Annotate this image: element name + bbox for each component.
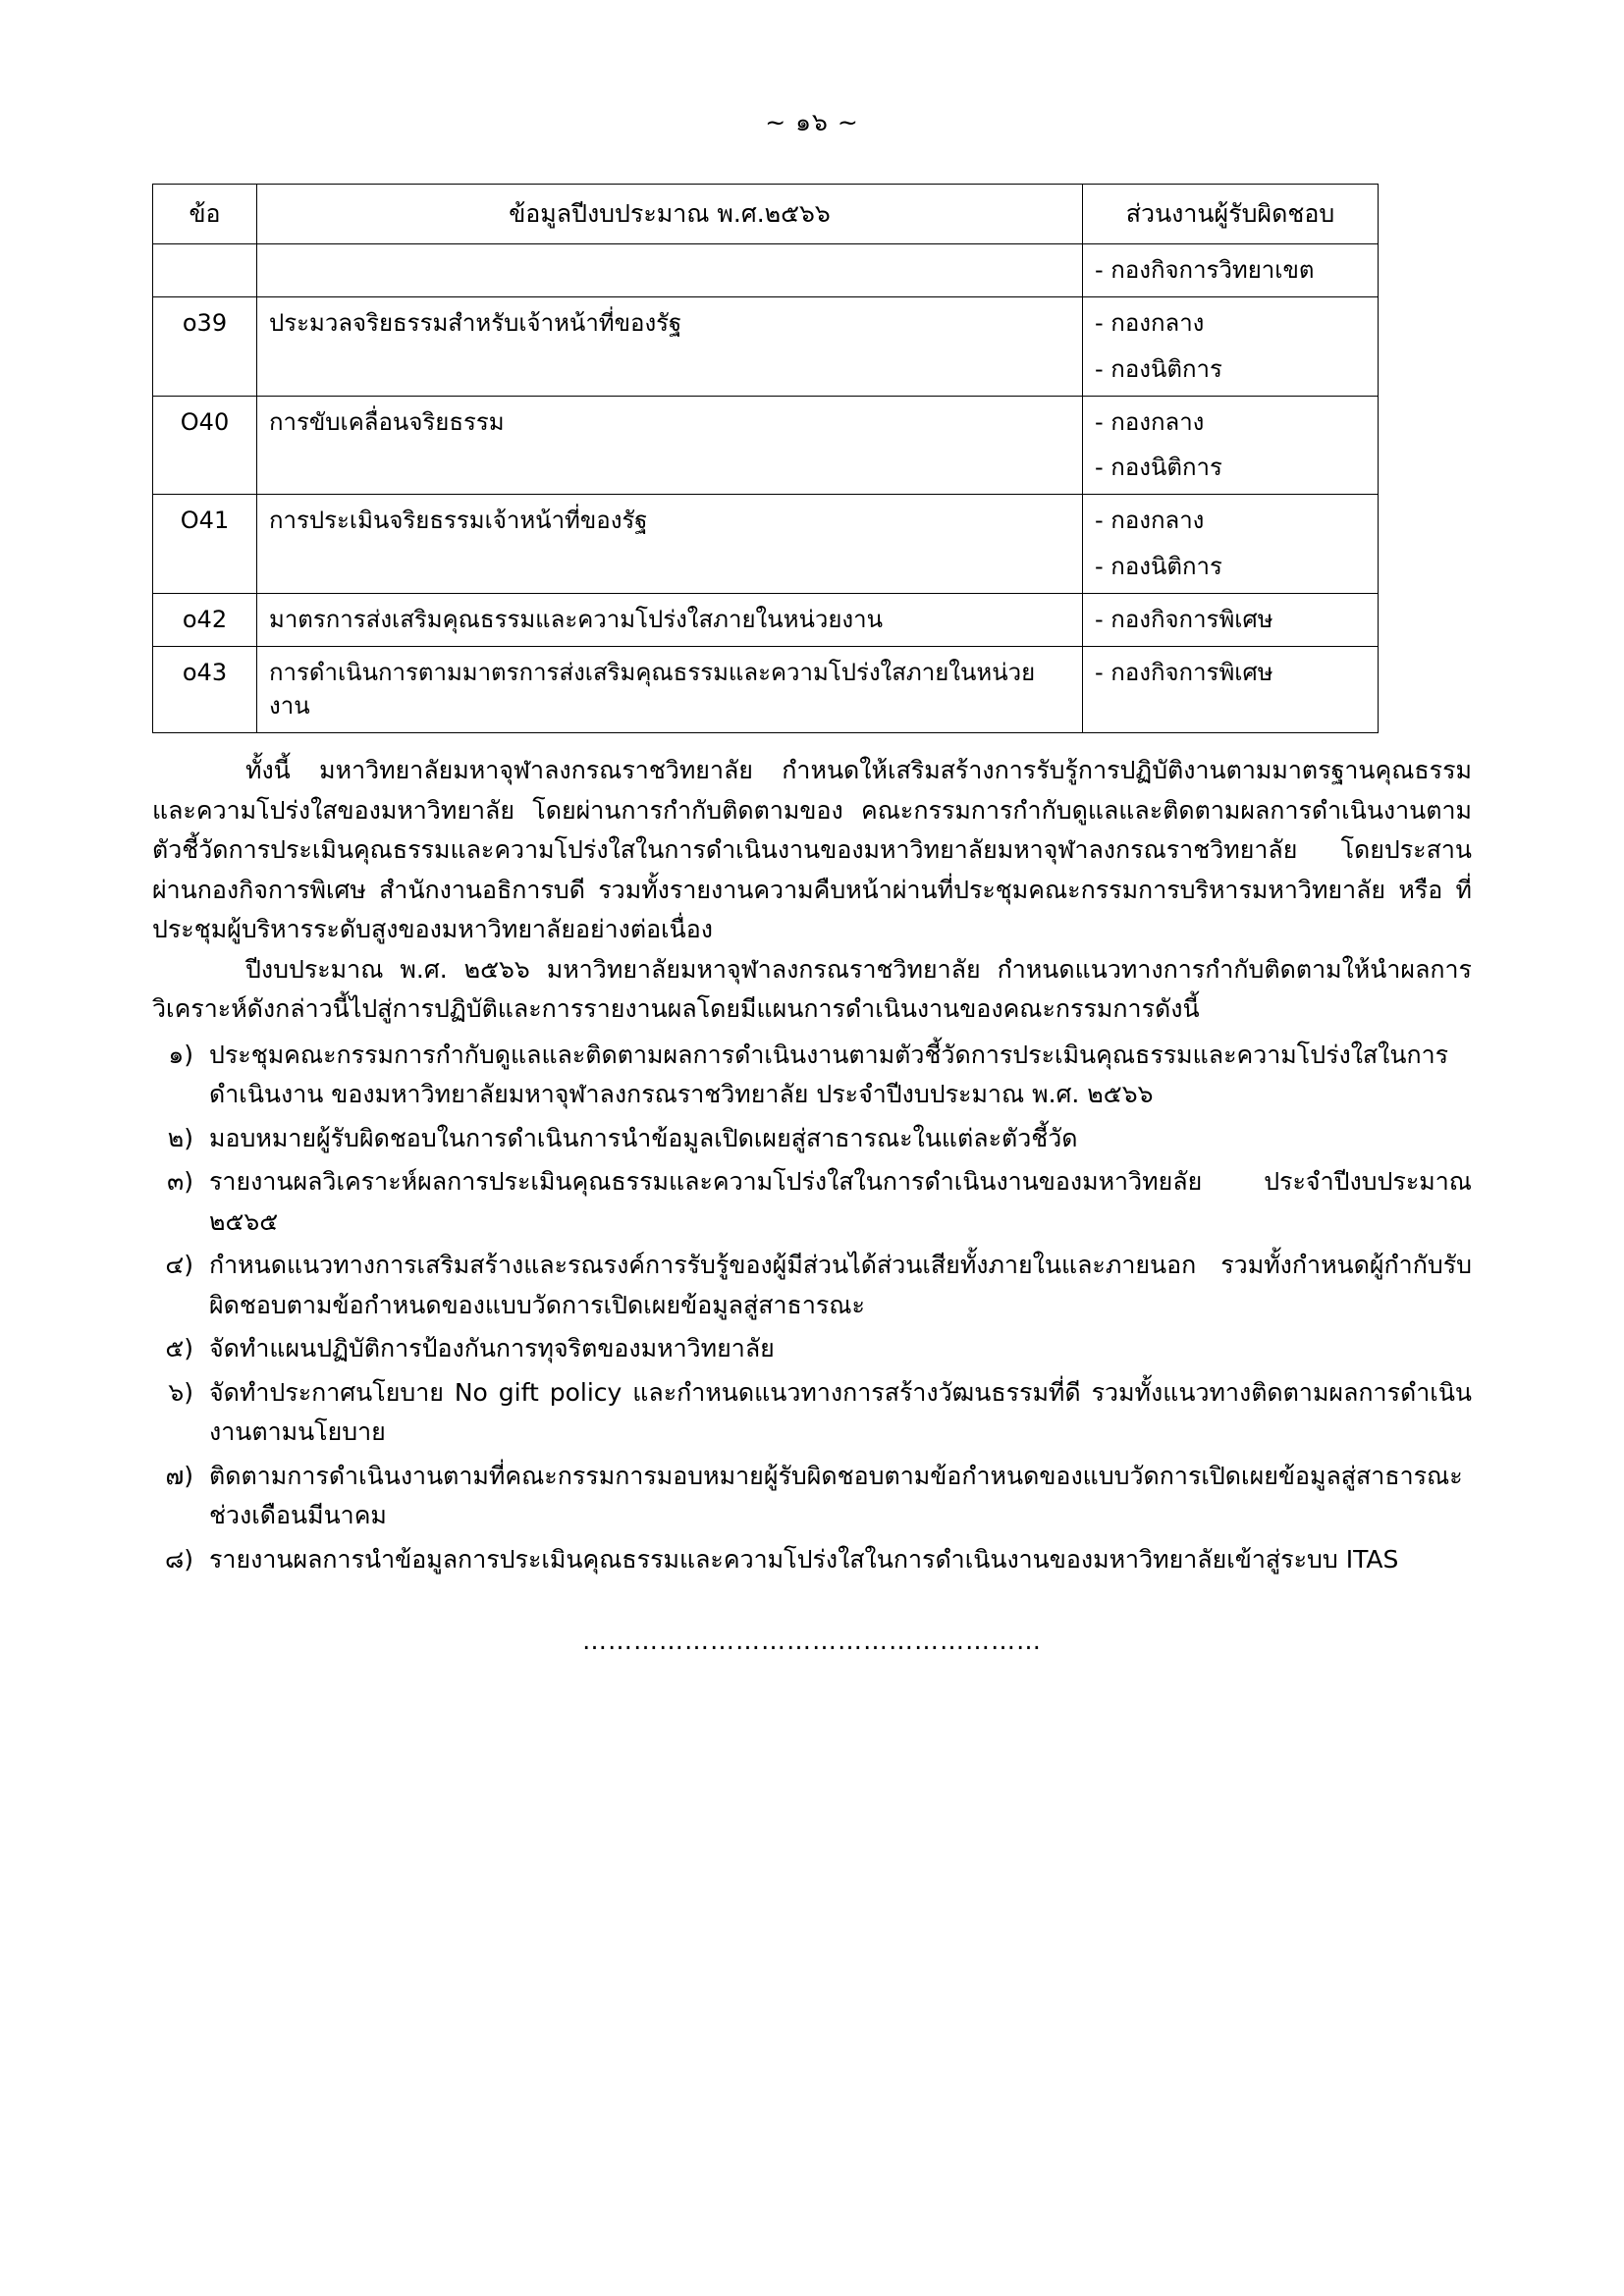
responsible-line: - กองนิติการ [1095, 454, 1222, 482]
paragraph-text: ปีงบประมาณ พ.ศ. ๒๕๖๖ มหาวิทยาลัยมหาจุฬาลงกรณราชวิทยาลัย กำหนดแนวทางการกำกับติดตามให้นำผลการวิเคราะห์ดังกล่าวนี้ไปสู่การปฏิบัติและการรายงานผลโดยมีแผนการดำเนินงานของคณะกรรมการดังนี้ [152, 954, 1472, 1024]
table-row [153, 593, 1379, 646]
cell-responsible [1083, 244, 1379, 297]
list-item [152, 1540, 1472, 1580]
cell-info [257, 244, 1083, 297]
table-row [153, 495, 1379, 594]
column-header-no: ข้อ [153, 185, 257, 244]
responsible-line: - กองกลาง [1095, 507, 1205, 535]
column-header-info: ข้อมูลปีงบประมาณ พ.ศ.๒๕๖๖ [257, 185, 1083, 244]
cell-no: O41 [153, 495, 257, 594]
list-item [152, 1036, 1472, 1115]
table-row [153, 244, 1379, 297]
table-row [153, 646, 1379, 733]
cell-info: มาตรการส่งเสริมคุณธรรมและความโปร่งใสภายในหน่วยงาน [257, 593, 1083, 646]
cell-no: o43 [153, 646, 257, 733]
list-item [152, 1457, 1472, 1536]
responsible-line: - กองกิจการวิทยาเขต [1095, 256, 1315, 285]
list-item [152, 1329, 1472, 1369]
list-marker: ๑) [168, 1040, 193, 1069]
cell-responsible [1083, 396, 1379, 495]
list-item-text: มอบหมายผู้รับผิดชอบในการดำเนินการนำข้อมูลเปิดเผยสู่สาธารณะในแต่ละตัวชี้วัด [209, 1123, 1078, 1152]
list-item [152, 1119, 1472, 1159]
list-marker: ๘) [164, 1544, 193, 1574]
responsible-line: - กองกิจการพิเศษ [1095, 605, 1273, 633]
responsible-line: - กองนิติการ [1095, 354, 1222, 383]
cell-no [153, 244, 257, 297]
list-marker: ๗) [165, 1461, 193, 1490]
column-header-responsible: ส่วนงานผู้รับผิดชอบ [1083, 185, 1379, 244]
numbered-list [152, 1036, 1472, 1580]
responsible-line: - กองกิจการพิเศษ [1095, 658, 1273, 686]
list-marker: ๓) [167, 1167, 193, 1197]
list-item-text: ประชุมคณะกรรมการกำกับดูแลและติดตามผลการดำเนินงานตามตัวชี้วัดการประเมินคุณธรรมและความโปร่งใสในการดำเนินงาน ของมหาวิทยาลัยมหาจุฬาลงกรณราชวิทยาลัย ประจำปีงบประมาณ พ.ศ. ๒๕๖๖ [209, 1040, 1449, 1109]
cell-responsible [1083, 593, 1379, 646]
table-header-row [153, 185, 1379, 244]
list-marker: ๔) [165, 1251, 193, 1280]
table-row [153, 297, 1379, 397]
list-item [152, 1162, 1472, 1242]
list-item [152, 1246, 1472, 1325]
cell-info: ประมวลจริยธรรมสำหรับเจ้าหน้าที่ของรัฐ [257, 297, 1083, 397]
list-item-text: ติดตามการดำเนินงานตามที่คณะกรรมการมอบหมายผู้รับผิดชอบตามข้อกำหนดของแบบวัดการเปิดเผยข้อมูลสู่สาธารณะ ช่วงเดือนมีนาคม [209, 1461, 1463, 1530]
cell-responsible [1083, 297, 1379, 397]
paragraph-2 [152, 950, 1472, 1030]
responsible-line: - กองนิติการ [1095, 553, 1222, 581]
footer-separator: ……………………………………………… [582, 1627, 1042, 1656]
cell-responsible [1083, 646, 1379, 733]
page-content [152, 184, 1472, 1655]
cell-no: o39 [153, 297, 257, 397]
list-marker: ๒) [167, 1123, 193, 1152]
paragraph-text: ทั้งนี้ มหาวิทยาลัยมหาจุฬาลงกรณราชวิทยาลัย กำหนดให้เสริมสร้างการรับรู้การปฏิบัติงานตามมาตรฐานคุณธรรมและความโปร่งใสของมหาวิทยาลัย โดยผ่านการกำกับติดตามของ คณะกรรมการกำกับดูแลและติดตามผลการดำเนินงานตามตัวชี้วัดการประเมินคุณธรรมและความโปร่งใสในการดำเนินงานของมหาวิทยาลัยมหาจุฬาลงกรณราชวิทยาลัย โดยประสานผ่านกองกิจการพิเศษ สำนักงานอธิการบดี รวมทั้งรายงานความคืบหน้าผ่านที่ประชุมคณะกรรมการบริหารมหาวิทยาลัย หรือ ที่ประชุมผู้บริหารระดับสูงของมหาวิทยาลัยอย่างต่อเนื่อง [152, 756, 1472, 944]
list-item-text: จัดทำประกาศนโยบาย No gift policy และกำหนดแนวทางการสร้างวัฒนธรรมที่ดี รวมทั้งแนวทางติดตามผลการดำเนินงานตามนโยบาย [209, 1377, 1472, 1447]
page-number: ~ ๑๖ ~ [765, 108, 859, 136]
cell-no: o42 [153, 593, 257, 646]
cell-info: การขับเคลื่อนจริยธรรม [257, 396, 1083, 495]
list-marker: ๕) [165, 1334, 193, 1363]
list-item [152, 1373, 1472, 1453]
responsible-line: - กองกลาง [1095, 309, 1205, 338]
cell-info: การดำเนินการตามมาตรการส่งเสริมคุณธรรมและความโปร่งใสภายในหน่วยงาน [257, 646, 1083, 733]
responsible-line: - กองกลาง [1095, 407, 1205, 436]
list-item-text: รายงานผลการนำข้อมูลการประเมินคุณธรรมและความโปร่งใสในการดำเนินงานของมหาวิทยาลัยเข้าสู่ระบบ ITAS [209, 1544, 1399, 1574]
cell-no: O40 [153, 396, 257, 495]
list-item-text: รายงานผลวิเคราะห์ผลการประเมินคุณธรรมและความโปร่งใสในการดำเนินงานของมหาวิทยลัย ประจำปีงบประมาณ ๒๕๖๕ [209, 1167, 1472, 1236]
cell-responsible [1083, 495, 1379, 594]
list-marker: ๖) [168, 1377, 193, 1407]
paragraph-1 [152, 751, 1472, 950]
list-item-text: จัดทำแผนปฏิบัติการป้องกันการทุจริตของมหาวิทยาลัย [209, 1334, 775, 1363]
table-row [153, 396, 1379, 495]
cell-info: การประเมินจริยธรรมเจ้าหน้าที่ของรัฐ [257, 495, 1083, 594]
data-table [152, 184, 1379, 733]
list-item-text: กำหนดแนวทางการเสริมสร้างและรณรงค์การรับรู้ของผู้มีส่วนได้ส่วนเสียทั้งภายในและภายนอก รวมทั้งกำหนดผู้กำกับรับผิดชอบตามข้อกำหนดของแบบวัดการเปิดเผยข้อมูลสู่สาธารณะ [209, 1251, 1472, 1319]
